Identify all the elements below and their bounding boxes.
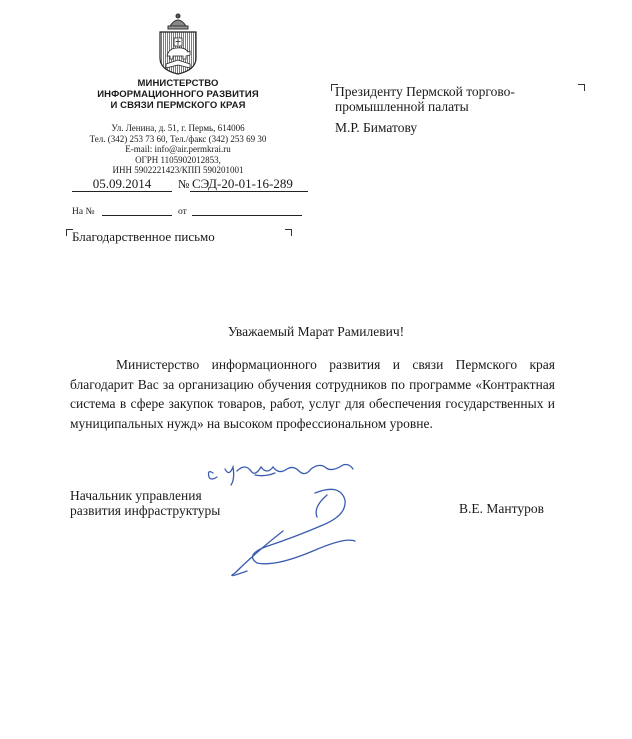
registration-line [72,176,312,192]
addressee-name: М.Р. Биматову [335,120,418,135]
signatory-name: В.Е. Мантуров [459,501,544,516]
ministry-title-line: ИНФОРМАЦИОННОГО РАЗВИТИЯ [97,89,259,100]
contact-line: ОГРН 1105902012853, [135,154,221,165]
signatory-position-line: развития инфраструктуры [70,503,221,518]
ministry-title-line: МИНИСТЕРСТВО [137,78,219,89]
ministry-contacts [72,123,284,176]
addressee-block [335,84,575,135]
date-underline [72,191,172,192]
subject-line: Благодарственное письмо [72,229,215,244]
document-date: 05.09.2014 [92,176,152,191]
reply-reference [72,205,302,219]
addressee-line: Президенту Пермской торгово- [335,84,515,99]
reply-date-line [192,215,302,216]
signatory-position-line: Начальник управления [70,488,202,503]
document-number: СЭД-20-01-16-289 [192,176,293,191]
perm-krai-coat-of-arms-icon [155,12,201,76]
handwritten-signature-icon [195,455,365,580]
addressee-line: промышленной палаты [335,99,469,114]
letter-body: Министерство информационного развития и связи Пермского края благодарит Вас за организацию обучения сотрудников по программе «Контрактная система в сфере закупок товаров, работ, услуг для обеспечения государственных и муниципальных нужд» на высоком профессиональном уровне. [70,357,555,431]
contact-line: ИНН 5902221423/КПП 590201001 [112,165,244,175]
contact-line: E-mail: info@air.permkrai.ru [125,144,231,154]
subject-corner-right [285,229,292,236]
contact-line: Ул. Ленина, д. 51, г. Пермь, 614006 [111,123,245,133]
ministry-title-line: И СВЯЗИ ПЕРМСКОГО КРАЯ [110,100,246,111]
reply-date-label: от [178,207,187,217]
number-underline [190,191,308,192]
reply-number-label: На № [72,207,95,217]
greeting: Уважаемый Марат Рамилевич! [227,324,405,339]
ministry-title [72,78,284,111]
contact-line: Тел. (342) 253 73 60, Тел./факс (342) 253 69 30 [89,133,267,144]
addressee-corner-right [578,84,585,91]
number-label: № [178,177,190,191]
reply-number-line [102,215,172,216]
